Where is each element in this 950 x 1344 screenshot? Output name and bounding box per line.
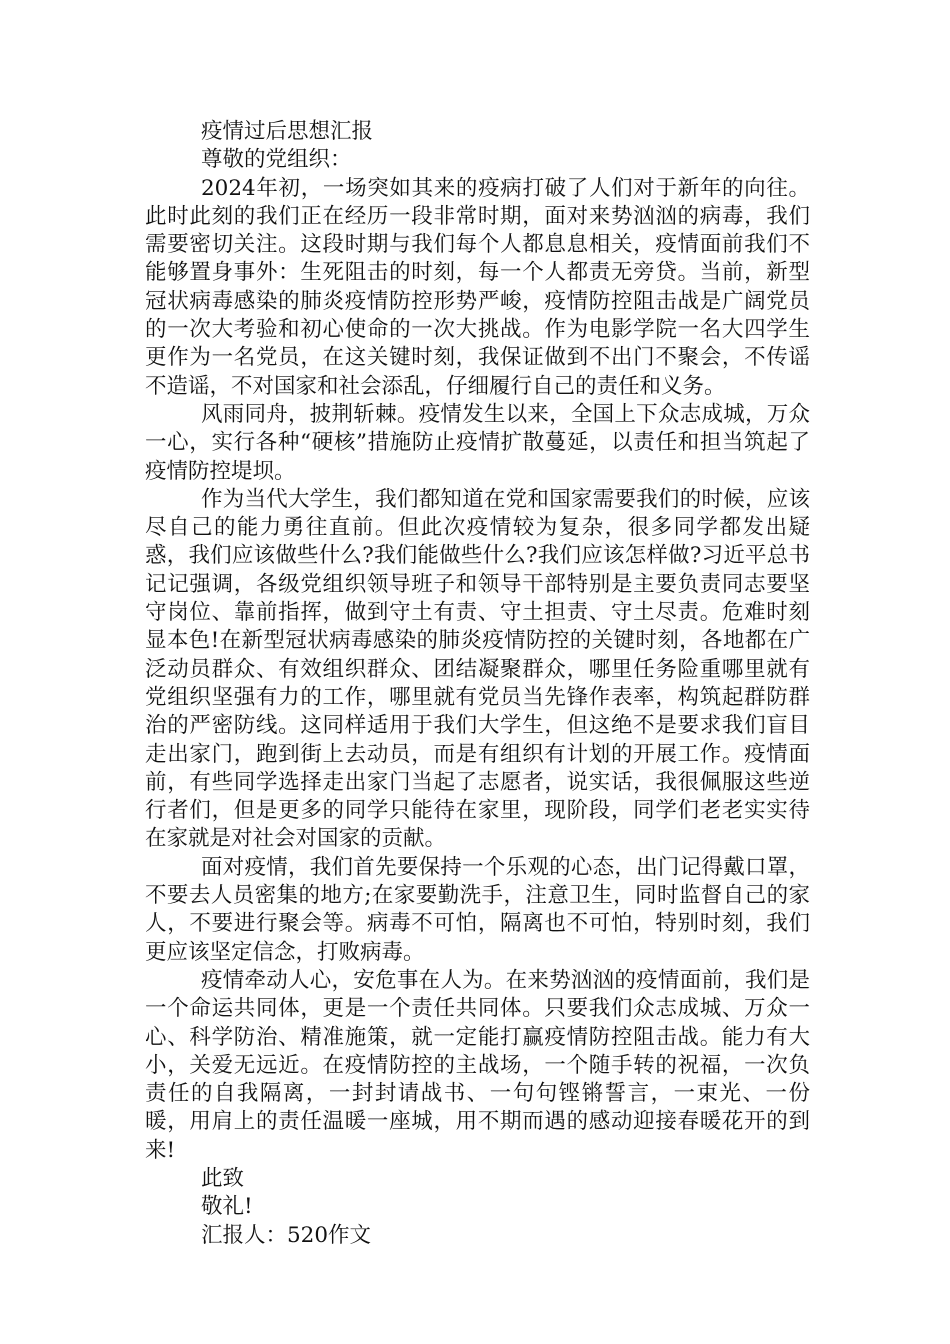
regards-line: 敬礼! (201, 1194, 253, 1220)
closing-line: 此致 (201, 1165, 245, 1191)
document-page (145, 118, 810, 1250)
body-paragraph-5: 疫情牵动人心，安危事在人为。在来势汹汹的疫情面前，我们是一个命运共同体，更是一个责任共同体。只要我们众志成城、万众一心、科学防治、精准施策，就一定能打赢疫情防控阻击战。能力有大小，关爱无远近。在疫情防控的主战场，一个随手转的祝福，一次负责任的自我隔离，一封封请战书、一句句铿锵誓言，一束光、一份暖，用肩上的责任温暖一座城，用不期而遇的感动迎接春暖花开的到来! (145, 967, 810, 1163)
body-paragraph-2: 风雨同舟，披荆斩棘。疫情发生以来，全国上下众志成城，万众一心，实行各种“硬核”措施防止疫情扩散蔓延，以责任和担当筑起了疫情防控堤坝。 (145, 401, 810, 484)
body-paragraph-4: 面对疫情，我们首先要保持一个乐观的心态，出门记得戴口罩，不要去人员密集的地方;在家要勤洗手，注意卫生，同时监督自己的家人，不要进行聚会等。病毒不可怕，隔离也不可怕，特别时刻，我们更应该坚定信念，打败病毒。 (145, 854, 810, 965)
signature-line: 汇报人：520作文 (201, 1222, 372, 1248)
salutation: 尊敬的党组织： (201, 147, 352, 173)
body-paragraph-1: 2024年初，一场突如其来的疫病打破了人们对于新年的向往。此时此刻的我们正在经历一段非常时期，面对来势汹汹的病毒，我们需要密切关注。这段时期与我们每个人都息息相关，疫情面前我们不能够置身事外：生死阻击的时刻，每一个人都责无旁贷。当前，新型冠状病毒感染的肺炎疫情防控形势严峻，疫情防控阻击战是广阔党员的一次大考验和初心使命的一次大挑战。作为电影学院一名大四学生更作为一名党员，在这关键时刻，我保证做到不出门不聚会，不传谣不造谣，不对国家和社会添乱，仔细履行自己的责任和义务。 (145, 175, 810, 399)
body-paragraph-3: 作为当代大学生，我们都知道在党和国家需要我们的时候，应该尽自己的能力勇往直前。但此次疫情较为复杂，很多同学都发出疑惑，我们应该做些什么?我们能做些什么?我们应该怎样做?习近平总书记记强调，各级党组织领导班子和领导干部特别是主要负责同志要坚守岗位、靠前指挥，做到守土有责、守土担责、守土尽责。危难时刻显本色!在新型冠状病毒感染的肺炎疫情防控的关键时刻，各地都在广泛动员群众、有效组织群众、团结凝聚群众，哪里任务险重哪里就有党组织坚强有力的工作，哪里就有党员当先锋作表率，构筑起群防群治的严密防线。这同样适用于我们大学生，但这绝不是要求我们盲目走出家门，跑到街上去动员，而是有组织有计划的开展工作。疫情面前，有些同学选择走出家门当起了志愿者，说实话，我很佩服这些逆行者们，但是更多的同学只能待在家里，现阶段，同学们老老实实待在家就是对社会对国家的贡献。 (145, 486, 810, 852)
document-title: 疫情过后思想汇报 (201, 119, 374, 144)
